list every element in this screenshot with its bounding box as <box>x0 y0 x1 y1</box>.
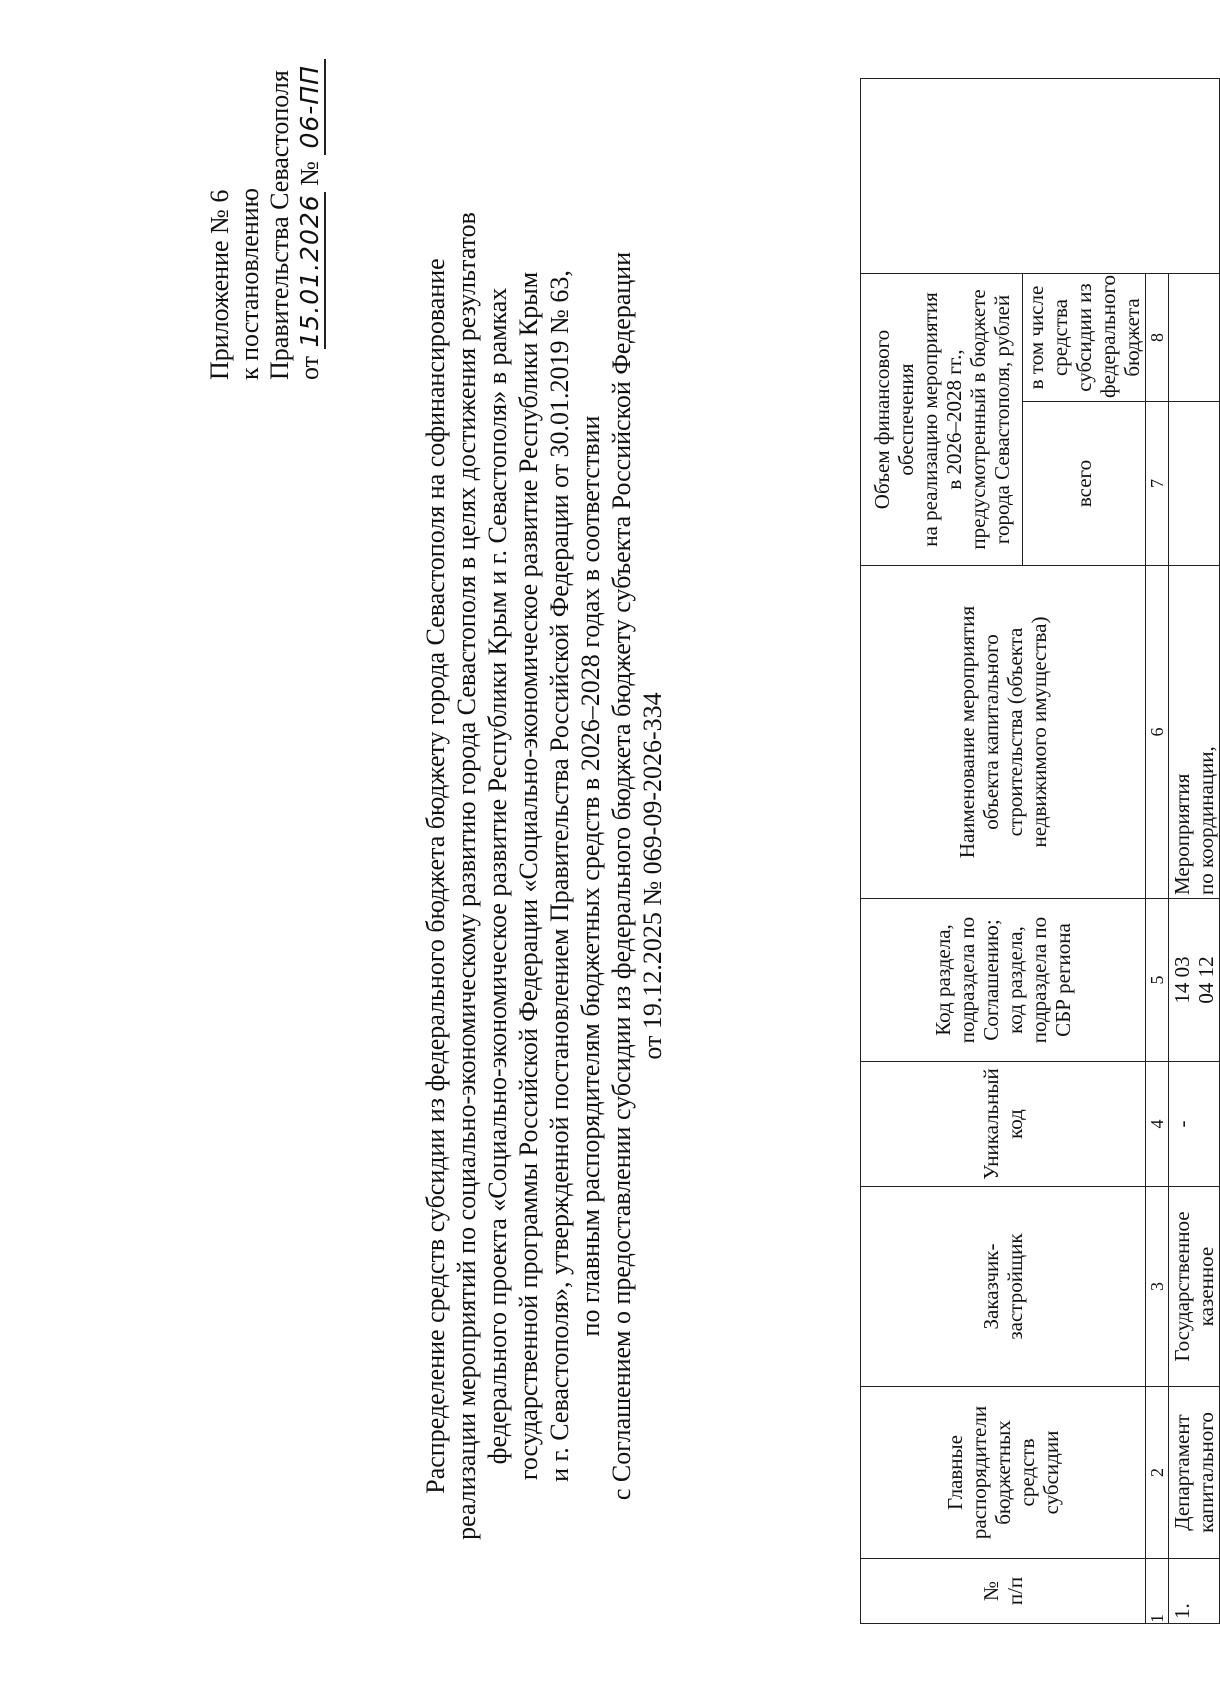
empty-extra-column <box>861 79 1220 274</box>
title-line: реализации мероприятий по социально-экономическому развитию города Севастополя в целях достижения результатов <box>452 212 481 1540</box>
column-number: 5 <box>1146 899 1169 1062</box>
title-line: Распределение средств субсидии из федерального бюджета бюджету города Севастополя на софинансирование <box>421 258 450 1494</box>
table-header-row <box>861 79 1023 1624</box>
row-customer: Государственное казенное <box>1169 1187 1220 1387</box>
header-federal: в том числе средства субсидии из федерального бюджета <box>1023 274 1146 402</box>
row-total <box>1169 402 1220 566</box>
header-funding-group: Объем финансового обеспечения на реализацию мероприятия в 2026–2028 гг., предусмотренный в бюджете города Севастополя, рублей <box>861 274 1023 566</box>
appendix-line-2: к постановлению <box>235 187 264 380</box>
document-title <box>420 96 668 1656</box>
date-prefix: от <box>295 355 324 380</box>
handwritten-date: 15.01.2026 <box>295 194 324 348</box>
header-customer: Заказчик- застройщик <box>861 1187 1146 1387</box>
title-line: по главным распорядителям бюджетных средств в 2026–2028 годах в соответствии <box>576 415 605 1337</box>
column-numbers-row <box>1146 79 1169 1624</box>
title-line: федерального проекта «Социально-экономическое развитие Республики Крым и г. Севастополя» в рамках <box>483 287 512 1465</box>
row-number: 1. <box>1169 1559 1220 1624</box>
handwritten-number: 06-ПП <box>295 59 326 154</box>
row-event-name: Мероприятия по координации, <box>1169 566 1220 899</box>
table-row <box>1169 79 1220 1624</box>
title-line: с Соглашением о предоставлении субсидии из федерального бюджета бюджету субъекта Российской Федерации <box>607 251 636 1501</box>
row-distributor: Департамент капитального <box>1169 1387 1220 1559</box>
column-number: 6 <box>1146 566 1169 899</box>
header-section-code: Код раздела, подраздела по Соглашению; код раздела, подраздела по СБР региона <box>861 899 1146 1062</box>
title-line: государственной программы Российской Федерации «Социально-экономическое развитие Республики Крым <box>514 271 543 1481</box>
appendix-line-1: Приложение № 6 <box>205 189 234 380</box>
appendix-header <box>205 40 325 380</box>
column-number: 7 <box>1146 402 1169 566</box>
header-distributor: Главные распорядители бюджетных средств субсидии <box>861 1387 1146 1559</box>
header-number: № п/п <box>861 1559 1146 1624</box>
column-number: 8 <box>1146 274 1169 402</box>
appendix-line-3: Правительства Севастополя <box>265 70 294 380</box>
column-number: 2 <box>1146 1387 1169 1559</box>
column-number: 4 <box>1146 1062 1169 1187</box>
title-line: от 19.12.2025 № 069-09-2026-334 <box>638 692 667 1060</box>
distribution-table <box>860 78 1220 1624</box>
header-total: всего <box>1023 402 1146 566</box>
column-number: 3 <box>1146 1187 1169 1387</box>
appendix-date-line <box>295 40 325 380</box>
number-prefix: № <box>295 161 324 186</box>
header-event-name: Наименование мероприятия объекта капитального строительства (объекта недвижимого имущества) <box>861 566 1146 899</box>
row-federal <box>1169 274 1220 402</box>
column-number: 1 <box>1146 1559 1169 1624</box>
header-unique-code: Уникальный код <box>861 1062 1146 1187</box>
row-unique-code: - <box>1169 1062 1220 1187</box>
row-section-code: 14 03 04 12 <box>1169 899 1220 1062</box>
title-line: и г. Севастополя», утвержденной постановлением Правительства Российской Федерации от 30.01.2019 № 63, <box>545 270 574 1482</box>
